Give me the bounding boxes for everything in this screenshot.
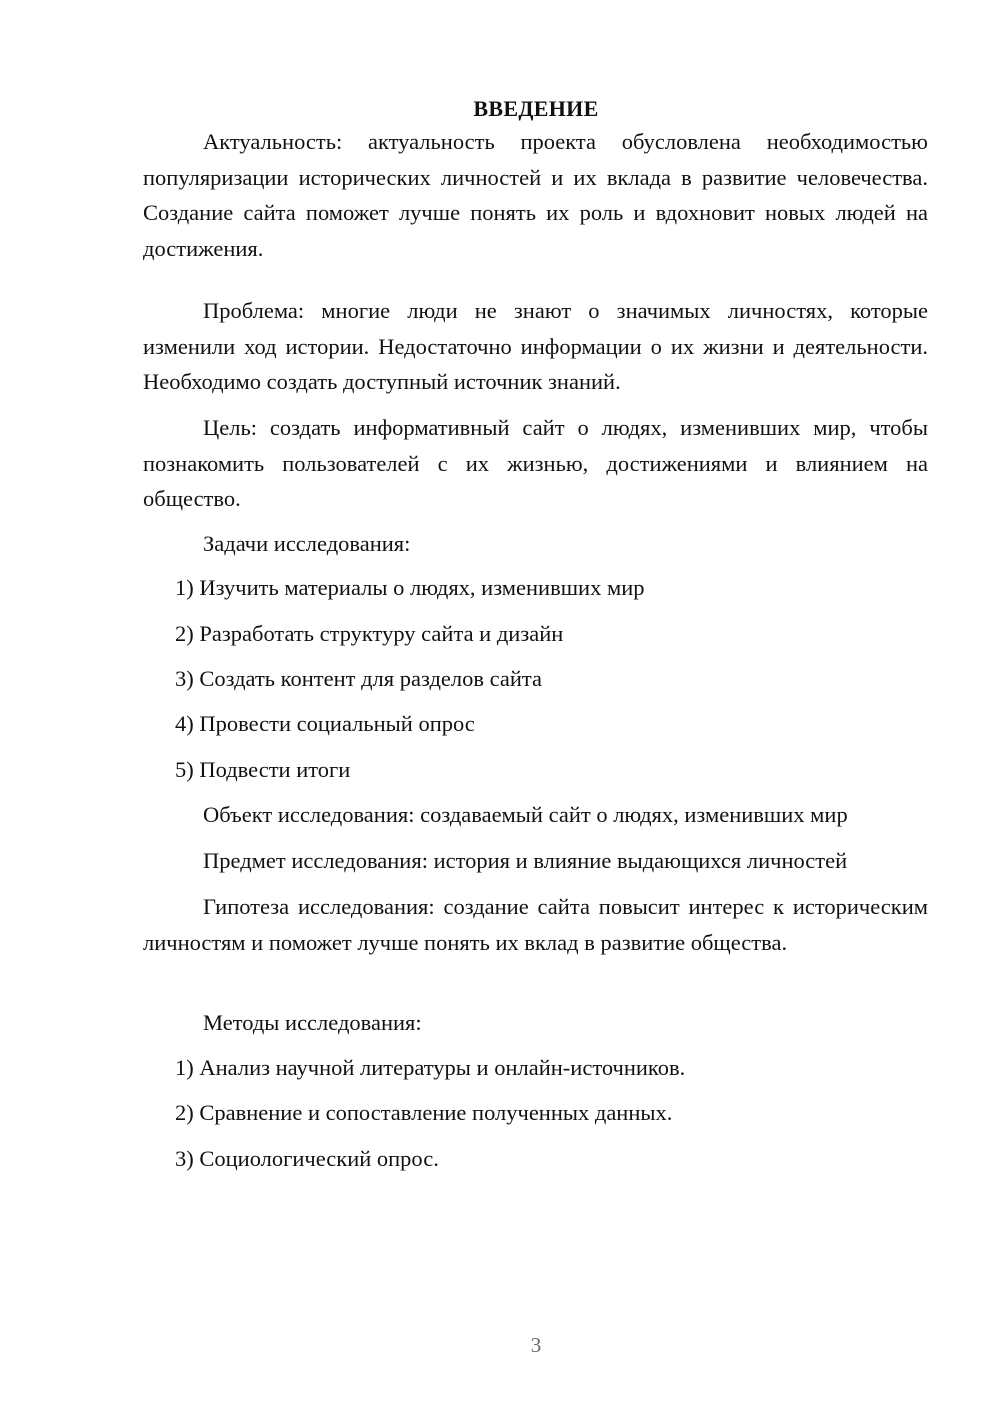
page-number: 3 bbox=[530, 1333, 542, 1357]
section-title: ВВЕДЕНИЕ bbox=[473, 96, 599, 121]
method-item: 2) Сравнение и сопоставление полученных данных. bbox=[175, 1100, 673, 1125]
task-item: 4) Провести социальный опрос bbox=[175, 711, 475, 736]
task-item: 2) Разработать структуру сайта и дизайн bbox=[175, 621, 564, 646]
task-item: 1) Изучить материалы о людях, изменивших мир bbox=[175, 575, 645, 600]
subject-line: Предмет исследования: история и влияние выдающихся личностей bbox=[203, 848, 848, 873]
hypothesis-paragraph: Гипотеза исследования: создание сайта повысит интерес к историческим личностям и поможет лучше понять их вклад в развитие общества. bbox=[143, 894, 928, 955]
methods-heading: Методы исследования: bbox=[203, 1010, 422, 1035]
relevance-paragraph: Актуальность: актуальность проекта обусловлена необходимостью популяризации исторических личностей и их вклада в развитие человечества. Создание сайта поможет лучше понять их роль и вдохновит новых людей на достижения. bbox=[143, 129, 928, 261]
problem-paragraph: Проблема: многие люди не знают о значимых личностях, которые изменили ход истории. Недостаточно информации о их жизни и деятельности. Необходимо создать доступный источник знаний. bbox=[143, 298, 928, 394]
task-item: 3) Создать контент для разделов сайта bbox=[175, 666, 542, 691]
tasks-heading: Задачи исследования: bbox=[203, 531, 411, 556]
method-item: 3) Социологический опрос. bbox=[175, 1146, 439, 1171]
method-item: 1) Анализ научной литературы и онлайн-источников. bbox=[175, 1055, 686, 1080]
task-item: 5) Подвести итоги bbox=[175, 757, 351, 782]
object-line: Объект исследования: создаваемый сайт о людях, изменивших мир bbox=[203, 802, 848, 827]
goal-paragraph: Цель: создать информативный сайт о людях, изменивших мир, чтобы познакомить пользователей с их жизнью, достижениями и влиянием на общество. bbox=[143, 415, 928, 511]
